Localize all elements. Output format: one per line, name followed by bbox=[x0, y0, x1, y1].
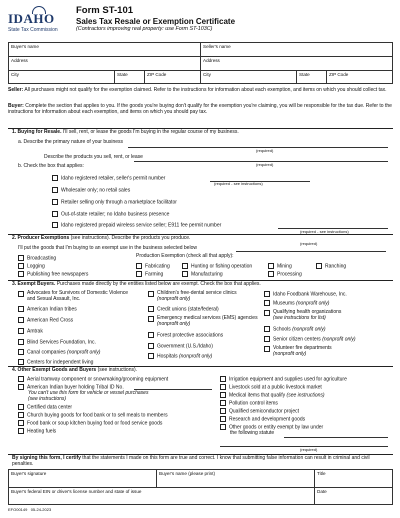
checkbox[interactable] bbox=[18, 255, 24, 261]
other-statute[interactable]: Other goods or entity exempt by law under bbox=[220, 424, 323, 431]
checkbox[interactable] bbox=[18, 328, 24, 334]
logo-subtitle: State Tax Commission bbox=[8, 26, 58, 33]
logo-text: IDAHO bbox=[8, 11, 55, 26]
checkbox[interactable] bbox=[264, 300, 270, 306]
checkbox[interactable] bbox=[264, 326, 270, 332]
other-tribal-id[interactable]: American Indian buyer holding Tribal ID No. bbox=[18, 384, 124, 391]
checkbox[interactable] bbox=[264, 291, 270, 297]
exempt-red-cross[interactable]: American Red Cross bbox=[18, 317, 73, 324]
exempt-foodbank-warehouse[interactable]: Idaho Foodbank Warehouse, Inc. bbox=[264, 291, 347, 298]
form-number: Form ST-101 bbox=[76, 5, 134, 16]
check-applies-label: b. Check the box that applies: bbox=[18, 163, 84, 169]
checkbox[interactable] bbox=[52, 175, 58, 181]
checkbox[interactable] bbox=[18, 317, 24, 323]
opt-ranching[interactable]: Ranching bbox=[316, 263, 346, 270]
seller-notice: Seller: All purchases might not qualify for the exemption claimed. Refer to the instructions for information about each exemption, and items on which you should collect tax. bbox=[8, 87, 387, 93]
opt-manufacturing[interactable]: Manufacturing bbox=[182, 271, 223, 278]
checkbox[interactable] bbox=[264, 346, 270, 352]
seller-zip-field[interactable]: ZIP Code bbox=[329, 72, 349, 77]
checkbox[interactable] bbox=[182, 263, 188, 269]
required-note: (required) bbox=[256, 148, 274, 153]
other-data-center[interactable]: Certified data center bbox=[18, 404, 72, 411]
opt-processing[interactable]: Processing bbox=[268, 271, 302, 278]
checkbox[interactable] bbox=[136, 263, 142, 269]
buyer-city-field[interactable]: City bbox=[9, 71, 115, 84]
logo-arc-icon bbox=[32, 6, 46, 14]
checkbox[interactable] bbox=[220, 392, 226, 398]
other-research[interactable]: Research and development goods bbox=[220, 416, 305, 423]
other-heating-fuels[interactable]: Heating fuels bbox=[18, 428, 56, 435]
exempt-fire-departments[interactable]: Volunteer fire departments (nonprofit only) bbox=[264, 346, 392, 358]
checkbox[interactable] bbox=[220, 408, 226, 414]
exempt-senior-centers[interactable]: Senior citizen centers (nonprofit only) bbox=[264, 336, 356, 343]
checkbox[interactable] bbox=[148, 353, 154, 359]
checkbox[interactable] bbox=[264, 310, 270, 316]
checkbox[interactable] bbox=[220, 400, 226, 406]
opt-publishing[interactable]: Publishing free newspapers bbox=[18, 271, 88, 278]
exempt-credit-unions[interactable]: Credit unions (state/federal) bbox=[148, 306, 219, 313]
party-info-grid bbox=[8, 42, 393, 84]
producer-use-input[interactable] bbox=[236, 251, 386, 252]
seller-state-field[interactable]: State bbox=[297, 71, 327, 84]
business-nature-label: a. Describe the primary nature of your business bbox=[18, 139, 124, 145]
exempt-dental[interactable]: Children's free-dental service clinics (nonprofit only) bbox=[148, 291, 258, 303]
section-3-heading: 3. Exempt Buyers. Purchases made directly by the entities listed below are exempt. Check the box that applies. bbox=[12, 281, 261, 287]
required-note: (required - see instructions) bbox=[214, 181, 263, 186]
buyer-zip-field[interactable]: ZIP Code bbox=[145, 71, 201, 84]
seller-name-field[interactable]: Seller's name bbox=[201, 43, 393, 57]
checkbox[interactable] bbox=[18, 412, 24, 418]
signature-grid bbox=[8, 469, 393, 505]
statute-label: the following statute bbox=[230, 430, 275, 436]
exempt-museums[interactable]: Museums (nonprofit only) bbox=[264, 300, 329, 307]
statute-input[interactable] bbox=[284, 437, 388, 438]
checkbox[interactable] bbox=[148, 291, 154, 297]
exempt-canal[interactable]: Canal companies (nonprofit only) bbox=[18, 349, 100, 356]
exempt-health-orgs[interactable]: Qualifying health organizations (see instructions for list) bbox=[264, 310, 392, 322]
checkbox[interactable] bbox=[18, 291, 24, 297]
checkbox[interactable] bbox=[220, 416, 226, 422]
other-livestock[interactable]: Livestock sold at a public livestock market bbox=[220, 384, 322, 391]
section-1-heading: 1. Buying for Resale. I'll sell, rent, or lease the goods I'm buying in the regular course of my business. bbox=[12, 129, 239, 135]
checkbox[interactable] bbox=[220, 384, 226, 390]
option-prepaid-wireless[interactable]: Idaho registered prepaid wireless service seller; E911 fee permit number bbox=[52, 222, 221, 229]
form-note: (Contractors improving real property: use Form ST-103C) bbox=[76, 26, 213, 33]
checkbox[interactable] bbox=[18, 384, 24, 390]
checkbox[interactable] bbox=[182, 271, 188, 277]
checkbox[interactable] bbox=[18, 359, 24, 365]
seller-address-field[interactable]: Address bbox=[201, 57, 393, 71]
idaho-logo bbox=[8, 6, 68, 36]
footer-code: EFO00149 05-24-2023 bbox=[8, 507, 52, 512]
exempt-schools[interactable]: Schools (nonprofit only) bbox=[264, 326, 326, 333]
exempt-government[interactable]: Government (U.S./Idaho) bbox=[148, 343, 213, 350]
opt-hunting-fishing[interactable]: Hunting or fishing operation bbox=[182, 263, 252, 270]
other-food-bank[interactable]: Food bank or soup kitchen buying food or food service goods bbox=[18, 420, 162, 427]
exempt-forest[interactable]: Forest protective associations bbox=[148, 332, 223, 339]
checkbox[interactable] bbox=[148, 332, 154, 338]
required-note: (required) bbox=[256, 162, 274, 167]
exempt-ems[interactable]: Emergency medical services (EMS) agencies (nonprofit only) bbox=[148, 316, 260, 328]
buyer-state-field[interactable]: State bbox=[115, 71, 145, 84]
buyer-notice: Buyer: Complete the section that applies to you. If the goods you're buying don't qualify for the exemption you're claiming, you will be responsible for the tax due. Refer to the instructions for information about each exemption, and items on which you should pay tax. bbox=[8, 103, 392, 115]
checkbox[interactable] bbox=[148, 316, 154, 322]
checkbox[interactable] bbox=[18, 263, 24, 269]
form-header bbox=[76, 6, 235, 32]
exempt-tribes[interactable]: American Indian tribes bbox=[18, 306, 77, 313]
buyer-name-field[interactable]: Buyer's name bbox=[9, 43, 201, 57]
seller-city-field[interactable]: City bbox=[201, 71, 297, 84]
checkbox[interactable] bbox=[148, 306, 154, 312]
certification-text: By signing this form, I certify that the statements I made on this form are true and correct. I know that submitting false information can result in criminal and civil penalties. bbox=[12, 455, 370, 467]
checkbox[interactable] bbox=[18, 339, 24, 345]
exempt-independent-living[interactable]: Centers for independent living bbox=[18, 359, 93, 366]
exempt-hospitals[interactable]: Hospitals (nonprofit only) bbox=[148, 353, 212, 360]
buyer-address-field[interactable]: Address bbox=[9, 57, 201, 71]
checkbox[interactable] bbox=[220, 424, 226, 430]
opt-logging[interactable]: Logging bbox=[18, 263, 45, 270]
section-4-heading: 4. Other Exempt Goods and Buyers (see instructions). bbox=[12, 367, 138, 373]
other-pollution[interactable]: Pollution control items bbox=[220, 400, 278, 407]
section-2-heading: 2. Producer Exemptions (see instructions). Describe the products you produce. bbox=[12, 235, 191, 241]
checkbox[interactable] bbox=[220, 376, 226, 382]
exempt-blind-services[interactable]: Blind Services Foundation, Inc. bbox=[18, 339, 96, 346]
option-out-of-state[interactable]: Out-of-state retailer; no Idaho business presence bbox=[52, 211, 169, 218]
checkbox[interactable] bbox=[18, 404, 24, 410]
production-exemption-label: Production Exemption (check all that apply): bbox=[136, 253, 234, 259]
opt-fabricating[interactable]: Fabricating bbox=[136, 263, 170, 270]
checkbox[interactable] bbox=[148, 343, 154, 349]
option-marketplace[interactable]: Retailer selling only through a marketplace facilitator bbox=[52, 199, 177, 206]
checkbox[interactable] bbox=[268, 263, 274, 269]
required-note: (required) bbox=[300, 241, 318, 246]
other-medical[interactable]: Medical items that qualify (see instructions) bbox=[220, 392, 325, 399]
ein-field[interactable]: Buyer's federal EIN or driver's license number and state of issue bbox=[9, 488, 315, 505]
opt-farming[interactable]: Farming bbox=[136, 271, 163, 278]
checkbox[interactable] bbox=[18, 349, 24, 355]
other-semiconductor[interactable]: Qualified semiconductor project bbox=[220, 408, 299, 415]
checkbox[interactable] bbox=[18, 376, 24, 382]
tribal-id-note-2: (see instructions) bbox=[28, 396, 67, 402]
buyer-print-name-field[interactable]: Buyer's name (please print) bbox=[157, 470, 315, 488]
products-label: Describe the products you sell, rent, or lease bbox=[44, 154, 143, 160]
checkbox[interactable] bbox=[264, 336, 270, 342]
checkbox[interactable] bbox=[52, 222, 58, 228]
exempt-advocates[interactable]: Advocates for Survivors of Domestic Violence and Sexual Assault, Inc. bbox=[18, 291, 130, 303]
tribal-id-note: You can't use this form for vehicle or vessel purchases bbox=[28, 390, 149, 396]
checkbox[interactable] bbox=[18, 420, 24, 426]
checkbox[interactable] bbox=[316, 263, 322, 269]
checkbox[interactable] bbox=[18, 306, 24, 312]
option-wholesaler[interactable]: Wholesaler only; no retail sales bbox=[52, 187, 130, 194]
required-note: (required) bbox=[300, 447, 318, 452]
checkbox[interactable] bbox=[18, 428, 24, 434]
other-tramway[interactable]: Aerial tramway component or snowmaking/grooming equipment bbox=[18, 376, 168, 383]
checkbox[interactable] bbox=[18, 271, 24, 277]
checkbox[interactable] bbox=[136, 271, 142, 277]
form-title: Sales Tax Resale or Exemption Certificate bbox=[76, 16, 236, 26]
opt-broadcasting[interactable]: Broadcasting bbox=[18, 255, 56, 262]
title-field[interactable]: Title bbox=[315, 470, 393, 488]
required-note: (required - see instructions) bbox=[300, 229, 349, 234]
checkbox[interactable] bbox=[268, 271, 274, 277]
checkbox[interactable] bbox=[52, 187, 58, 193]
buyer-signature-field[interactable]: Buyer's signature bbox=[9, 470, 157, 488]
other-irrigation[interactable]: Irrigation equipment and supplies used for agriculture bbox=[220, 376, 347, 383]
checkbox[interactable] bbox=[52, 211, 58, 217]
checkbox[interactable] bbox=[52, 199, 58, 205]
option-registered-retailer[interactable]: Idaho registered retailer, seller's permit number bbox=[52, 175, 165, 182]
exempt-amtrak[interactable]: Amtrak bbox=[18, 328, 43, 335]
other-church-food-bank[interactable]: Church buying goods for food bank or to sell meals to members bbox=[18, 412, 168, 419]
date-field[interactable]: Date bbox=[317, 489, 327, 494]
producer-line-label: I'll put the goods that I'm buying to an exempt use in the business selected below bbox=[18, 245, 197, 251]
opt-mining[interactable]: Mining bbox=[268, 263, 292, 270]
